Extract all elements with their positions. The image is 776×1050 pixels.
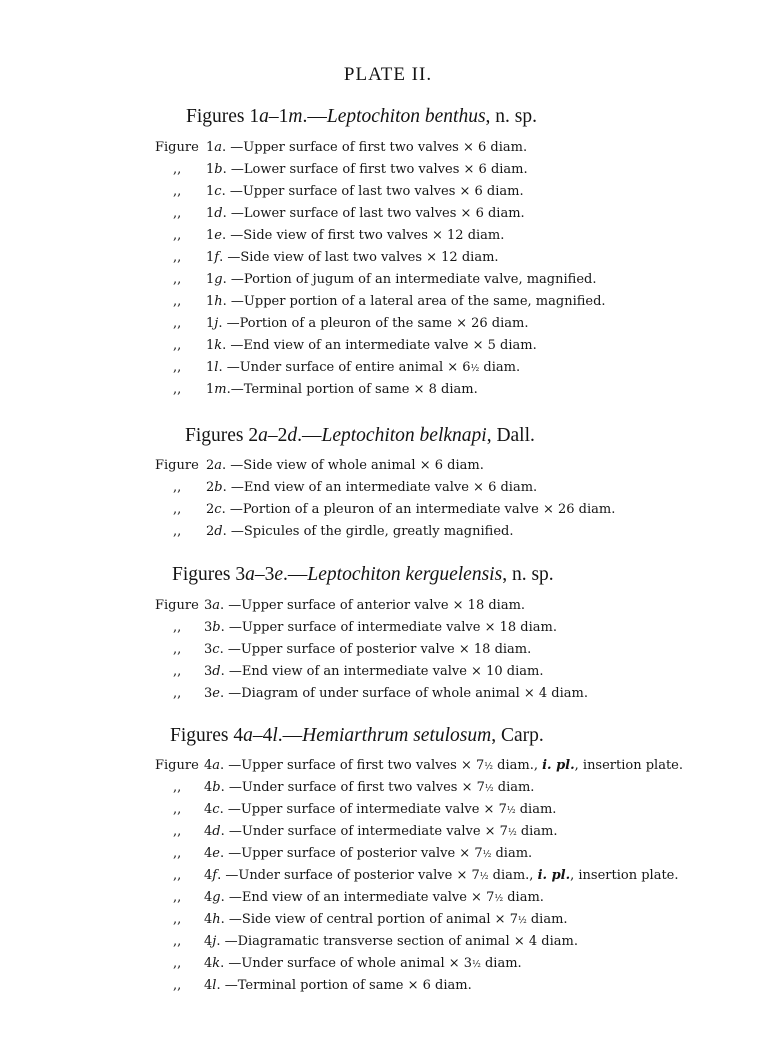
- figure-number: 4d: [204, 824, 221, 839]
- figure-entry: [155, 758, 683, 774]
- figure-letter: a: [214, 140, 223, 155]
- figure-letter: k: [212, 956, 221, 971]
- figure-number: 4g: [204, 890, 221, 905]
- figure-entry: [173, 162, 528, 178]
- fraction-half: ½: [484, 784, 494, 794]
- figure-entry: [173, 480, 537, 496]
- ditto-mark: ,,: [173, 272, 182, 287]
- ditto-mark: ,,: [173, 780, 182, 795]
- heading-dash: –1: [268, 106, 289, 127]
- figure-entry: [173, 912, 568, 928]
- figure-number: 4b: [204, 780, 221, 795]
- figure-number: 4f: [204, 868, 218, 883]
- authority: , n. sp.: [502, 564, 554, 585]
- figure-entry: [173, 890, 544, 906]
- figure-entry: [173, 360, 520, 376]
- figure-description: . —Portion of a pleuron of an intermediate valve × 26 diam.: [221, 502, 616, 517]
- figure-description: . —End view of an intermediate valve × 6 diam.: [222, 480, 538, 495]
- figure-letter: c: [214, 184, 222, 199]
- authority: , Carp.: [491, 725, 544, 746]
- ditto-mark: ,,: [173, 846, 182, 861]
- figure-description: . —Side view of whole animal × 6 diam.: [222, 458, 484, 473]
- figure-description: . —Portion of a pleuron of the same × 26 diam.: [218, 316, 529, 331]
- figure-entry: [173, 642, 531, 658]
- ditto-mark: ,,: [173, 206, 182, 221]
- figure-description: . —Upper surface of anterior valve × 18 diam.: [220, 598, 526, 613]
- figure-letter: e: [212, 846, 220, 861]
- figure-letter: d: [212, 664, 221, 679]
- figure-letter: d: [212, 824, 221, 839]
- figure-number: 4l: [204, 978, 217, 993]
- heading-separator: .—: [283, 564, 308, 585]
- ditto-mark: ,,: [173, 912, 182, 927]
- figure-letter: b: [212, 620, 221, 635]
- figure-number: 1m: [206, 382, 227, 397]
- figure-number: 4e: [204, 846, 220, 861]
- figure-description: . —End view of an intermediate valve × 5 diam.: [222, 338, 537, 353]
- abbrev-insertion-plate: i. pl.: [537, 868, 571, 883]
- ditto-mark: ,,: [173, 184, 182, 199]
- figure-letter: e: [212, 686, 220, 701]
- figure-number: 4k: [204, 956, 221, 971]
- heading-range-start: a: [245, 564, 255, 585]
- heading-separator: .—: [302, 106, 327, 127]
- figure-description: . —Diagram of under surface of whole animal × 4 diam.: [219, 686, 588, 701]
- figure-description: . —Under surface of first two valves × 7½ diam.: [220, 780, 535, 795]
- figure-entry: [155, 458, 484, 474]
- figure-number: 4j: [204, 934, 217, 949]
- figure-letter: b: [212, 780, 221, 795]
- ditto-mark: ,,: [173, 250, 182, 265]
- figure-entry: [173, 524, 513, 540]
- ditto-mark: ,,: [173, 360, 182, 375]
- figure-entry: [173, 272, 596, 288]
- ditto-mark: ,,: [173, 664, 182, 679]
- figure-letter: a: [212, 758, 221, 773]
- heading-separator: .—: [277, 725, 303, 746]
- figure-letter: b: [214, 480, 223, 495]
- figure-letter: f: [212, 868, 218, 883]
- fraction-half: ½: [506, 806, 516, 816]
- figure-entry: [173, 664, 543, 680]
- ditto-mark: ,,: [173, 620, 182, 635]
- figure-entry: [173, 620, 557, 636]
- ditto-mark: ,,: [173, 294, 182, 309]
- figure-entry: [173, 978, 472, 994]
- figure-letter: c: [212, 642, 220, 657]
- figure-number: 1k: [206, 338, 223, 353]
- fraction-half: ½: [517, 916, 527, 926]
- fraction-half: ½: [484, 762, 493, 772]
- heading-range-end: d: [287, 425, 298, 446]
- section-heading-2: [185, 425, 535, 447]
- figure-entry: [173, 686, 588, 702]
- figure-letter: a: [214, 458, 223, 473]
- figure-number: 1h: [206, 294, 223, 309]
- figure-entry: [173, 206, 525, 222]
- figure-number: 1e: [206, 228, 222, 243]
- figure-description: . —End view of an intermediate valve × 7½ diam.: [220, 890, 544, 905]
- figure-number: 1c: [206, 184, 222, 199]
- figure-entry: [173, 502, 615, 518]
- figure-number: 1b: [206, 162, 223, 177]
- ditto-mark: ,,: [173, 162, 182, 177]
- figure-description: . —Spicules of the girdle, greatly magnified.: [222, 524, 514, 539]
- figure-letter: d: [214, 206, 223, 221]
- species-name: Leptochiton benthus: [326, 106, 486, 127]
- figure-number: 1g: [206, 272, 223, 287]
- figure-number: 3b: [204, 620, 221, 635]
- figure-number: 3a: [204, 598, 221, 613]
- figure-description: . —End view of an intermediate valve × 10 diam.: [220, 664, 544, 679]
- heading-dash: –4: [252, 725, 273, 746]
- figure-letter: k: [214, 338, 223, 353]
- figure-label: Figure: [155, 598, 199, 613]
- heading-prefix: Figures 4: [170, 725, 244, 746]
- figure-letter: g: [212, 890, 221, 905]
- ditto-mark: ,,: [173, 524, 182, 539]
- figure-description: . —Upper surface of posterior valve × 7½ diam.: [219, 846, 533, 861]
- figure-description: . —Diagramatic transverse section of animal × 4 diam.: [216, 934, 578, 949]
- plate-title: PLATE II.: [343, 64, 433, 85]
- heading-range-start: a: [243, 725, 253, 746]
- figure-letter: d: [214, 524, 223, 539]
- figure-entry: [173, 956, 522, 972]
- heading-range-start: a: [259, 106, 269, 127]
- figure-letter: e: [214, 228, 222, 243]
- ditto-mark: ,,: [173, 382, 182, 397]
- figure-number: 1j: [206, 316, 219, 331]
- authority: , Dall.: [486, 425, 535, 446]
- figure-entry: [173, 294, 606, 310]
- figure-number: 2c: [206, 502, 222, 517]
- figure-description: . —Upper surface of first two valves × 7½ diam., i. pl., insertion plate.: [220, 758, 684, 773]
- ditto-mark: ,,: [173, 868, 182, 883]
- figure-number: 3c: [204, 642, 220, 657]
- figure-entry: [173, 780, 534, 796]
- abbrev-insertion-plate: i. pl.: [542, 758, 575, 773]
- figure-description: . —Side view of first two valves × 12 diam.: [221, 228, 505, 243]
- figure-description: . —Upper surface of first two valves × 6 diam.: [222, 140, 528, 155]
- heading-range-end: l: [272, 725, 278, 746]
- figure-entry: [173, 382, 478, 398]
- figure-number: 2a: [206, 458, 223, 473]
- species-name: Hemiarthrum setulosum: [302, 725, 492, 746]
- heading-range-end: e: [274, 564, 284, 585]
- figure-letter: l: [212, 978, 217, 993]
- ditto-mark: ,,: [173, 502, 182, 517]
- figure-letter: c: [214, 502, 222, 517]
- figure-entry: [173, 228, 504, 244]
- figure-letter: l: [214, 360, 219, 375]
- figure-description: . —Terminal portion of same × 6 diam.: [216, 978, 472, 993]
- section-heading-4: [170, 725, 544, 747]
- ditto-mark: ,,: [173, 934, 182, 949]
- figure-description: . —Under surface of entire animal × 6½ diam.: [218, 360, 521, 375]
- figure-number: 2d: [206, 524, 223, 539]
- fraction-half: ½: [479, 872, 489, 882]
- heading-range-start: a: [258, 425, 268, 446]
- figure-letter: h: [214, 294, 223, 309]
- figure-entry: [173, 184, 524, 200]
- ditto-mark: ,,: [173, 480, 182, 495]
- figure-description: . —Upper surface of last two valves × 6 diam.: [221, 184, 524, 199]
- ditto-mark: ,,: [173, 978, 182, 993]
- heading-prefix: Figures 1: [186, 106, 260, 127]
- figure-entry: [173, 250, 499, 266]
- ditto-mark: ,,: [173, 956, 182, 971]
- figure-entry: [155, 598, 525, 614]
- heading-prefix: Figures 3: [172, 564, 246, 585]
- figure-description: . —Lower surface of first two valves × 6 diam.: [222, 162, 528, 177]
- figure-number: 3e: [204, 686, 220, 701]
- figure-entry: [173, 338, 537, 354]
- heading-dash: –3: [254, 564, 275, 585]
- heading-separator: .—: [297, 425, 322, 446]
- section-heading-3: [172, 564, 554, 586]
- fraction-half: ½: [470, 364, 480, 374]
- species-name: Leptochiton kerguelensis: [307, 564, 503, 585]
- ditto-mark: ,,: [173, 228, 182, 243]
- figure-description: . —Upper surface of posterior valve × 18 diam.: [219, 642, 532, 657]
- figure-letter: a: [212, 598, 221, 613]
- figure-entry: [155, 140, 527, 156]
- figure-description: . —Under surface of posterior valve × 7½ diam., i. pl., insertion plate.: [217, 868, 679, 883]
- figure-letter: c: [212, 802, 220, 817]
- figure-description: . —Side view of central portion of animal × 7½ diam.: [220, 912, 568, 927]
- figure-description: . —Upper portion of a lateral area of the same, magnified.: [222, 294, 606, 309]
- ditto-mark: ,,: [173, 824, 182, 839]
- figure-letter: j: [212, 934, 217, 949]
- section-heading-1: [186, 106, 537, 128]
- figure-label: Figure: [155, 458, 199, 473]
- heading-range-end: m: [288, 106, 303, 127]
- figure-entry: [173, 824, 558, 840]
- figure-letter: g: [214, 272, 223, 287]
- figure-description: .—Terminal portion of same × 8 diam.: [226, 382, 478, 397]
- figure-entry: [173, 934, 578, 950]
- figure-letter: m: [214, 382, 227, 397]
- figure-number: 1l: [206, 360, 219, 375]
- figure-letter: h: [212, 912, 221, 927]
- figure-number: 4h: [204, 912, 221, 927]
- fraction-half: ½: [494, 894, 504, 904]
- figure-label: Figure: [155, 140, 199, 155]
- species-name: Leptochiton belknapi: [321, 425, 487, 446]
- figure-number: 2b: [206, 480, 223, 495]
- figure-description: . —Under surface of intermediate valve × 7½ diam.: [220, 824, 558, 839]
- figure-letter: f: [214, 250, 220, 265]
- ditto-mark: ,,: [173, 642, 182, 657]
- fraction-half: ½: [482, 850, 492, 860]
- figure-label: Figure: [155, 758, 199, 773]
- ditto-mark: ,,: [173, 802, 182, 817]
- figure-number: 4a: [204, 758, 221, 773]
- figure-description: . —Portion of jugum of an intermediate valve, magnified.: [222, 272, 597, 287]
- figure-entry: [173, 316, 528, 332]
- ditto-mark: ,,: [173, 338, 182, 353]
- figure-entry: [173, 802, 556, 818]
- ditto-mark: ,,: [173, 686, 182, 701]
- figure-description: . —Lower surface of last two valves × 6 diam.: [222, 206, 525, 221]
- heading-dash: –2: [267, 425, 288, 446]
- figure-description: . —Under surface of whole animal × 3½ diam.: [220, 956, 522, 971]
- fraction-half: ½: [472, 960, 481, 970]
- figure-description: . —Side view of last two valves × 12 diam.: [219, 250, 499, 265]
- figure-letter: b: [214, 162, 223, 177]
- figure-letter: j: [214, 316, 219, 331]
- heading-prefix: Figures 2: [185, 425, 259, 446]
- figure-entry: [173, 846, 532, 862]
- figure-description: . —Upper surface of intermediate valve × 7½ diam.: [219, 802, 557, 817]
- figure-number: 1f: [206, 250, 220, 265]
- figure-description: . —Upper surface of intermediate valve × 18 diam.: [220, 620, 557, 635]
- fraction-half: ½: [507, 828, 517, 838]
- figure-number: 1a: [206, 140, 223, 155]
- ditto-mark: ,,: [173, 316, 182, 331]
- ditto-mark: ,,: [173, 890, 182, 905]
- figure-entry: [173, 868, 679, 884]
- authority: , n. sp.: [485, 106, 538, 127]
- figure-number: 4c: [204, 802, 220, 817]
- figure-number: 3d: [204, 664, 221, 679]
- figure-number: 1d: [206, 206, 223, 221]
